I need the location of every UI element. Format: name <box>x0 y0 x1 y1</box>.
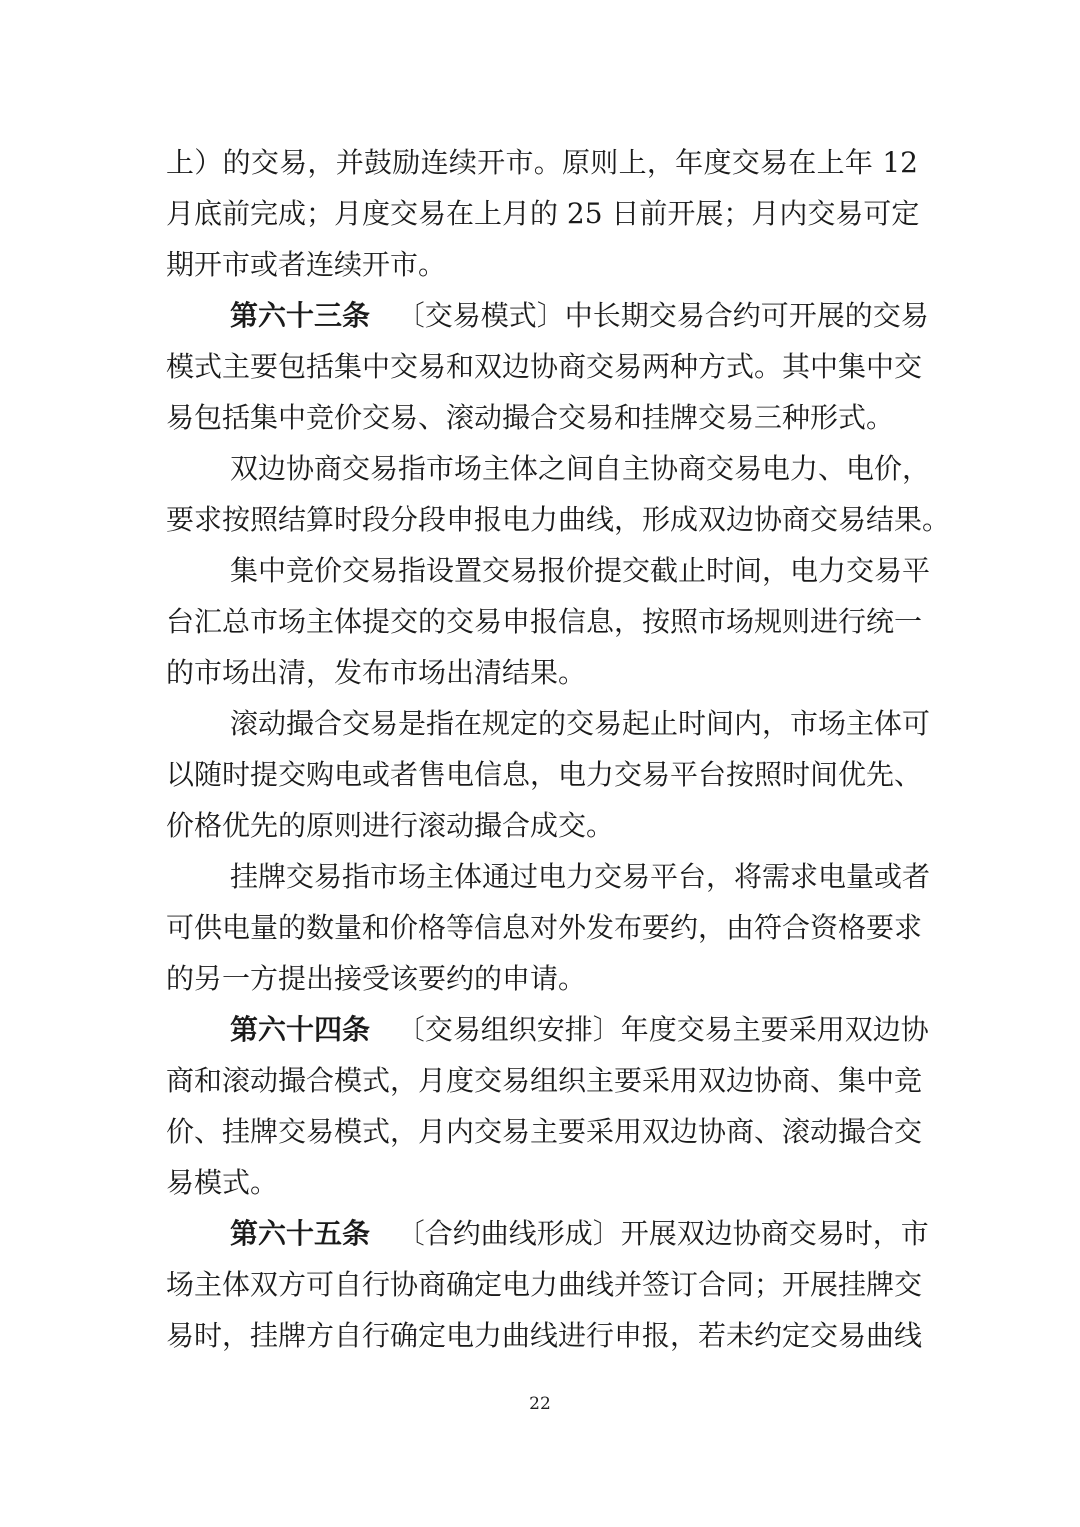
text-line: 易模式。 <box>166 1166 279 1199</box>
text-line: 易包括集中竞价交易、滚动撮合交易和挂牌交易三种形式。 <box>166 401 895 434</box>
article-text: 〔交易模式〕中长期交易合约可开展的交易 <box>396 299 929 332</box>
text-line: 台汇总市场主体提交的交易申报信息，按照市场规则进行统一 <box>166 605 923 638</box>
text-line: 月底前完成；月度交易在上月的 25 日前开展；月内交易可定 <box>166 197 920 230</box>
text-line: 要求按照结算时段分段申报电力曲线，形成双边协商交易结果。 <box>166 503 951 536</box>
text-line: 价、挂牌交易模式，月内交易主要采用双边协商、滚动撮合交 <box>166 1115 923 1148</box>
text-line: 易时，挂牌方自行确定电力曲线进行申报，若未约定交易曲线 <box>166 1319 923 1352</box>
text-line: 滚动撮合交易是指在规定的交易起止时间内，市场主体可 <box>230 707 931 740</box>
text-line: 可供电量的数量和价格等信息对外发布要约，由符合资格要求 <box>166 911 923 944</box>
article-text: 〔交易组织安排〕年度交易主要采用双边协 <box>396 1013 929 1046</box>
text-line: 价格优先的原则进行滚动撮合成交。 <box>166 809 615 842</box>
text-line: 以随时提交购电或者售电信息，电力交易平台按照时间优先、 <box>166 758 923 791</box>
text-line: 商和滚动撮合模式，月度交易组织主要采用双边协商、集中竞 <box>166 1064 923 1097</box>
article-text: 〔合约曲线形成〕开展双边协商交易时，市 <box>396 1217 929 1250</box>
text-line: 场主体双方可自行协商确定电力曲线并签订合同；开展挂牌交 <box>166 1268 923 1301</box>
text-line: 上）的交易，并鼓励连续开市。原则上，年度交易在上年 12 <box>166 146 918 179</box>
text-line: 模式主要包括集中交易和双边协商交易两种方式。其中集中交 <box>166 350 923 383</box>
article-64-line <box>230 1010 929 1050</box>
text-line: 期开市或者连续开市。 <box>166 248 447 281</box>
article-63-line <box>230 296 929 336</box>
article-heading: 第六十三条 <box>230 299 371 332</box>
article-65-line <box>230 1214 929 1254</box>
article-heading: 第六十五条 <box>230 1217 371 1250</box>
text-line: 集中竞价交易指设置交易报价提交截止时间，电力交易平 <box>230 554 931 587</box>
text-line: 挂牌交易指市场主体通过电力交易平台，将需求电量或者 <box>230 860 931 893</box>
page-number: 22 <box>529 1394 551 1414</box>
text-line: 的另一方提出接受该要约的申请。 <box>166 962 587 995</box>
text-line: 双边协商交易指市场主体之间自主协商交易电力、电价， <box>230 452 931 485</box>
text-line: 的市场出清，发布市场出清结果。 <box>166 656 587 689</box>
article-heading: 第六十四条 <box>230 1013 371 1046</box>
